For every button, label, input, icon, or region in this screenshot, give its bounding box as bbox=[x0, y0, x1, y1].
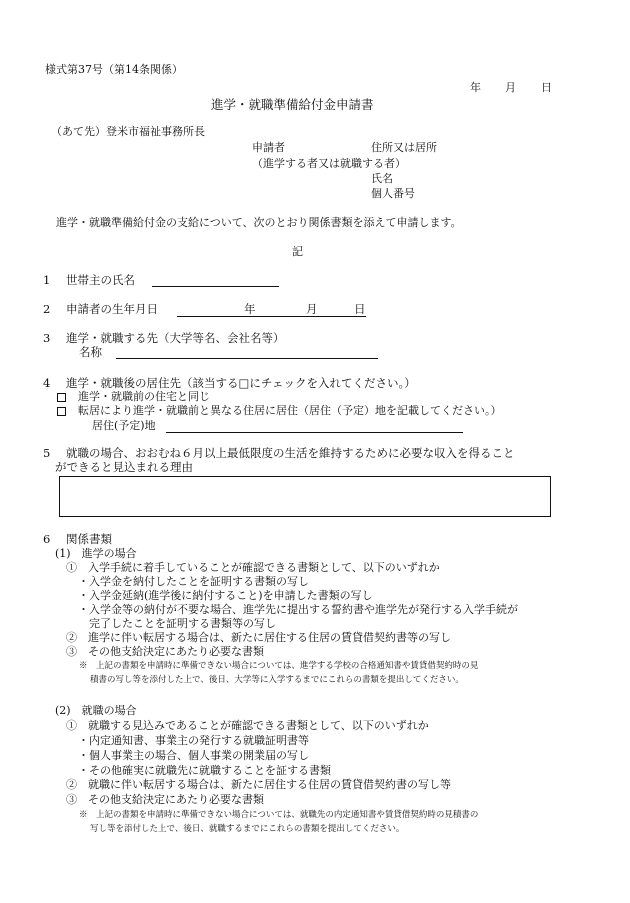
s2-bullet3: ・その他確実に就職先に就職することを証する書類 bbox=[78, 764, 331, 777]
item5-number: 5 bbox=[43, 446, 51, 460]
birthdate-day-label: 日 bbox=[354, 302, 366, 316]
date-day-label: 日 bbox=[541, 81, 552, 94]
s1-item3: ③ その他支給決定にあたり必要な書類 bbox=[66, 645, 264, 658]
page-title: 進学・就職準備給付金申請書 bbox=[211, 97, 374, 112]
checkbox-same-residence[interactable] bbox=[57, 393, 66, 402]
item4-label: 進学・就職後の居住先（該当する□にチェックを入れてください。） bbox=[66, 376, 416, 390]
item5-line1: 就職の場合、おおむね６月以上最低限度の生活を維持するために必要な収入を得ること bbox=[66, 446, 515, 460]
option-same-residence-label: 進学・就職前の住宅と同じ bbox=[78, 390, 210, 403]
s2-item1: ① 就職する見込みであることが確認できる書類として、以下のいずれか bbox=[66, 719, 429, 732]
item2-number: 2 bbox=[43, 302, 51, 316]
birthdate-field[interactable] bbox=[177, 316, 366, 317]
date-year-label: 年 bbox=[470, 81, 481, 94]
s2-heading: (2) 就職の場合 bbox=[55, 704, 137, 717]
planned-residence-label: 居住(予定)地 bbox=[92, 419, 156, 432]
s1-note-line2: 積書の写し等を添付した上で、後日、大学等に入学するまでにこれらの書類を提出してください。 bbox=[90, 675, 464, 685]
item1-number: 1 bbox=[43, 273, 51, 287]
applicant-name-label: 氏名 bbox=[371, 172, 393, 185]
employment-reason-textarea[interactable] bbox=[59, 476, 551, 517]
intro-text: 進学・就職準備給付金の支給について、次のとおり関係書類を添えて申請します。 bbox=[56, 216, 462, 229]
s2-bullet1: ・内定通知書、事業主の発行する就職証明書等 bbox=[78, 734, 309, 747]
item3-label: 進学・就職する先（大学等名、会社名等） bbox=[66, 331, 285, 345]
checkbox-relocation[interactable] bbox=[57, 407, 66, 416]
birthdate-month-label: 月 bbox=[306, 302, 318, 316]
applicant-address-label: 住所又は居所 bbox=[371, 141, 437, 154]
item6-label: 関係書類 bbox=[66, 532, 112, 546]
item3-name-label: 名称 bbox=[79, 345, 102, 359]
option-relocation-label: 転居により進学・就職前と異なる住居に居住（居住（予定）地を記載してください。） bbox=[78, 404, 502, 417]
s2-bullet2: ・個人事業主の場合、個人事業の開業届の写し bbox=[78, 749, 309, 762]
birthdate-year-label: 年 bbox=[244, 302, 256, 316]
s1-heading: (1) 進学の場合 bbox=[55, 547, 137, 560]
addressee: （あて先）登米市福祉事務所長 bbox=[51, 125, 205, 138]
item3-number: 3 bbox=[43, 331, 51, 345]
item6-number: 6 bbox=[43, 532, 51, 546]
item2-label: 申請者の生年月日 bbox=[66, 302, 158, 316]
s2-note-line2: 写し等を添付した上で、後日、就職するまでにこれらの書類を提出してください。 bbox=[90, 824, 405, 834]
head-of-household-name-field[interactable] bbox=[152, 286, 279, 287]
s1-note-line1: ※ 上記の書類を申請時に準備できない場合については、進学する学校の合格通知書や賃貸借契約時の見 bbox=[79, 661, 479, 671]
s1-item2: ② 進学に伴い転居する場合は、新たに居住する住居の賃貸借契約書等の写し bbox=[66, 631, 451, 644]
form-number: 様式第37号（第14条関係） bbox=[45, 63, 183, 76]
s2-item2: ② 就職に伴い転居する場合は、新たに居住する住居の賃貸借契約書の写し等 bbox=[66, 778, 451, 791]
s2-note-line1: ※ 上記の書類を申請時に準備できない場合については、就職先の内定通知書や賃貸借契約時の見積書の bbox=[79, 810, 479, 820]
applicant-note: （進学する者又は就職する者） bbox=[252, 157, 406, 170]
ki-label: 記 bbox=[292, 245, 303, 258]
applicant-personal-number-label: 個人番号 bbox=[371, 187, 415, 200]
destination-name-field[interactable] bbox=[116, 358, 378, 359]
applicant-label: 申請者 bbox=[252, 141, 285, 154]
s1-bullet1: ・入学金を納付したことを証明する書類の写し bbox=[78, 575, 309, 588]
s1-item1: ① 入学手続に着手していることが確認できる書類として、以下のいずれか bbox=[66, 561, 440, 574]
s1-bullet2: ・入学金延納(進学後に納付すること)を申請した書類の写し bbox=[78, 589, 373, 602]
item5-line2: ができると見込まれる理由 bbox=[55, 460, 193, 474]
s2-item3: ③ その他支給決定にあたり必要な書類 bbox=[66, 793, 264, 806]
date-month-label: 月 bbox=[505, 81, 516, 94]
item4-number: 4 bbox=[43, 376, 51, 390]
s1-bullet3a: ・入学金等の納付が不要な場合、進学先に提出する誓約書や進学先が発行する入学手続が bbox=[78, 603, 518, 616]
item1-label: 世帯主の氏名 bbox=[66, 273, 135, 287]
s1-bullet3b: 完了したことを証明する書類等の写し bbox=[89, 617, 276, 630]
planned-residence-field[interactable] bbox=[166, 432, 463, 433]
